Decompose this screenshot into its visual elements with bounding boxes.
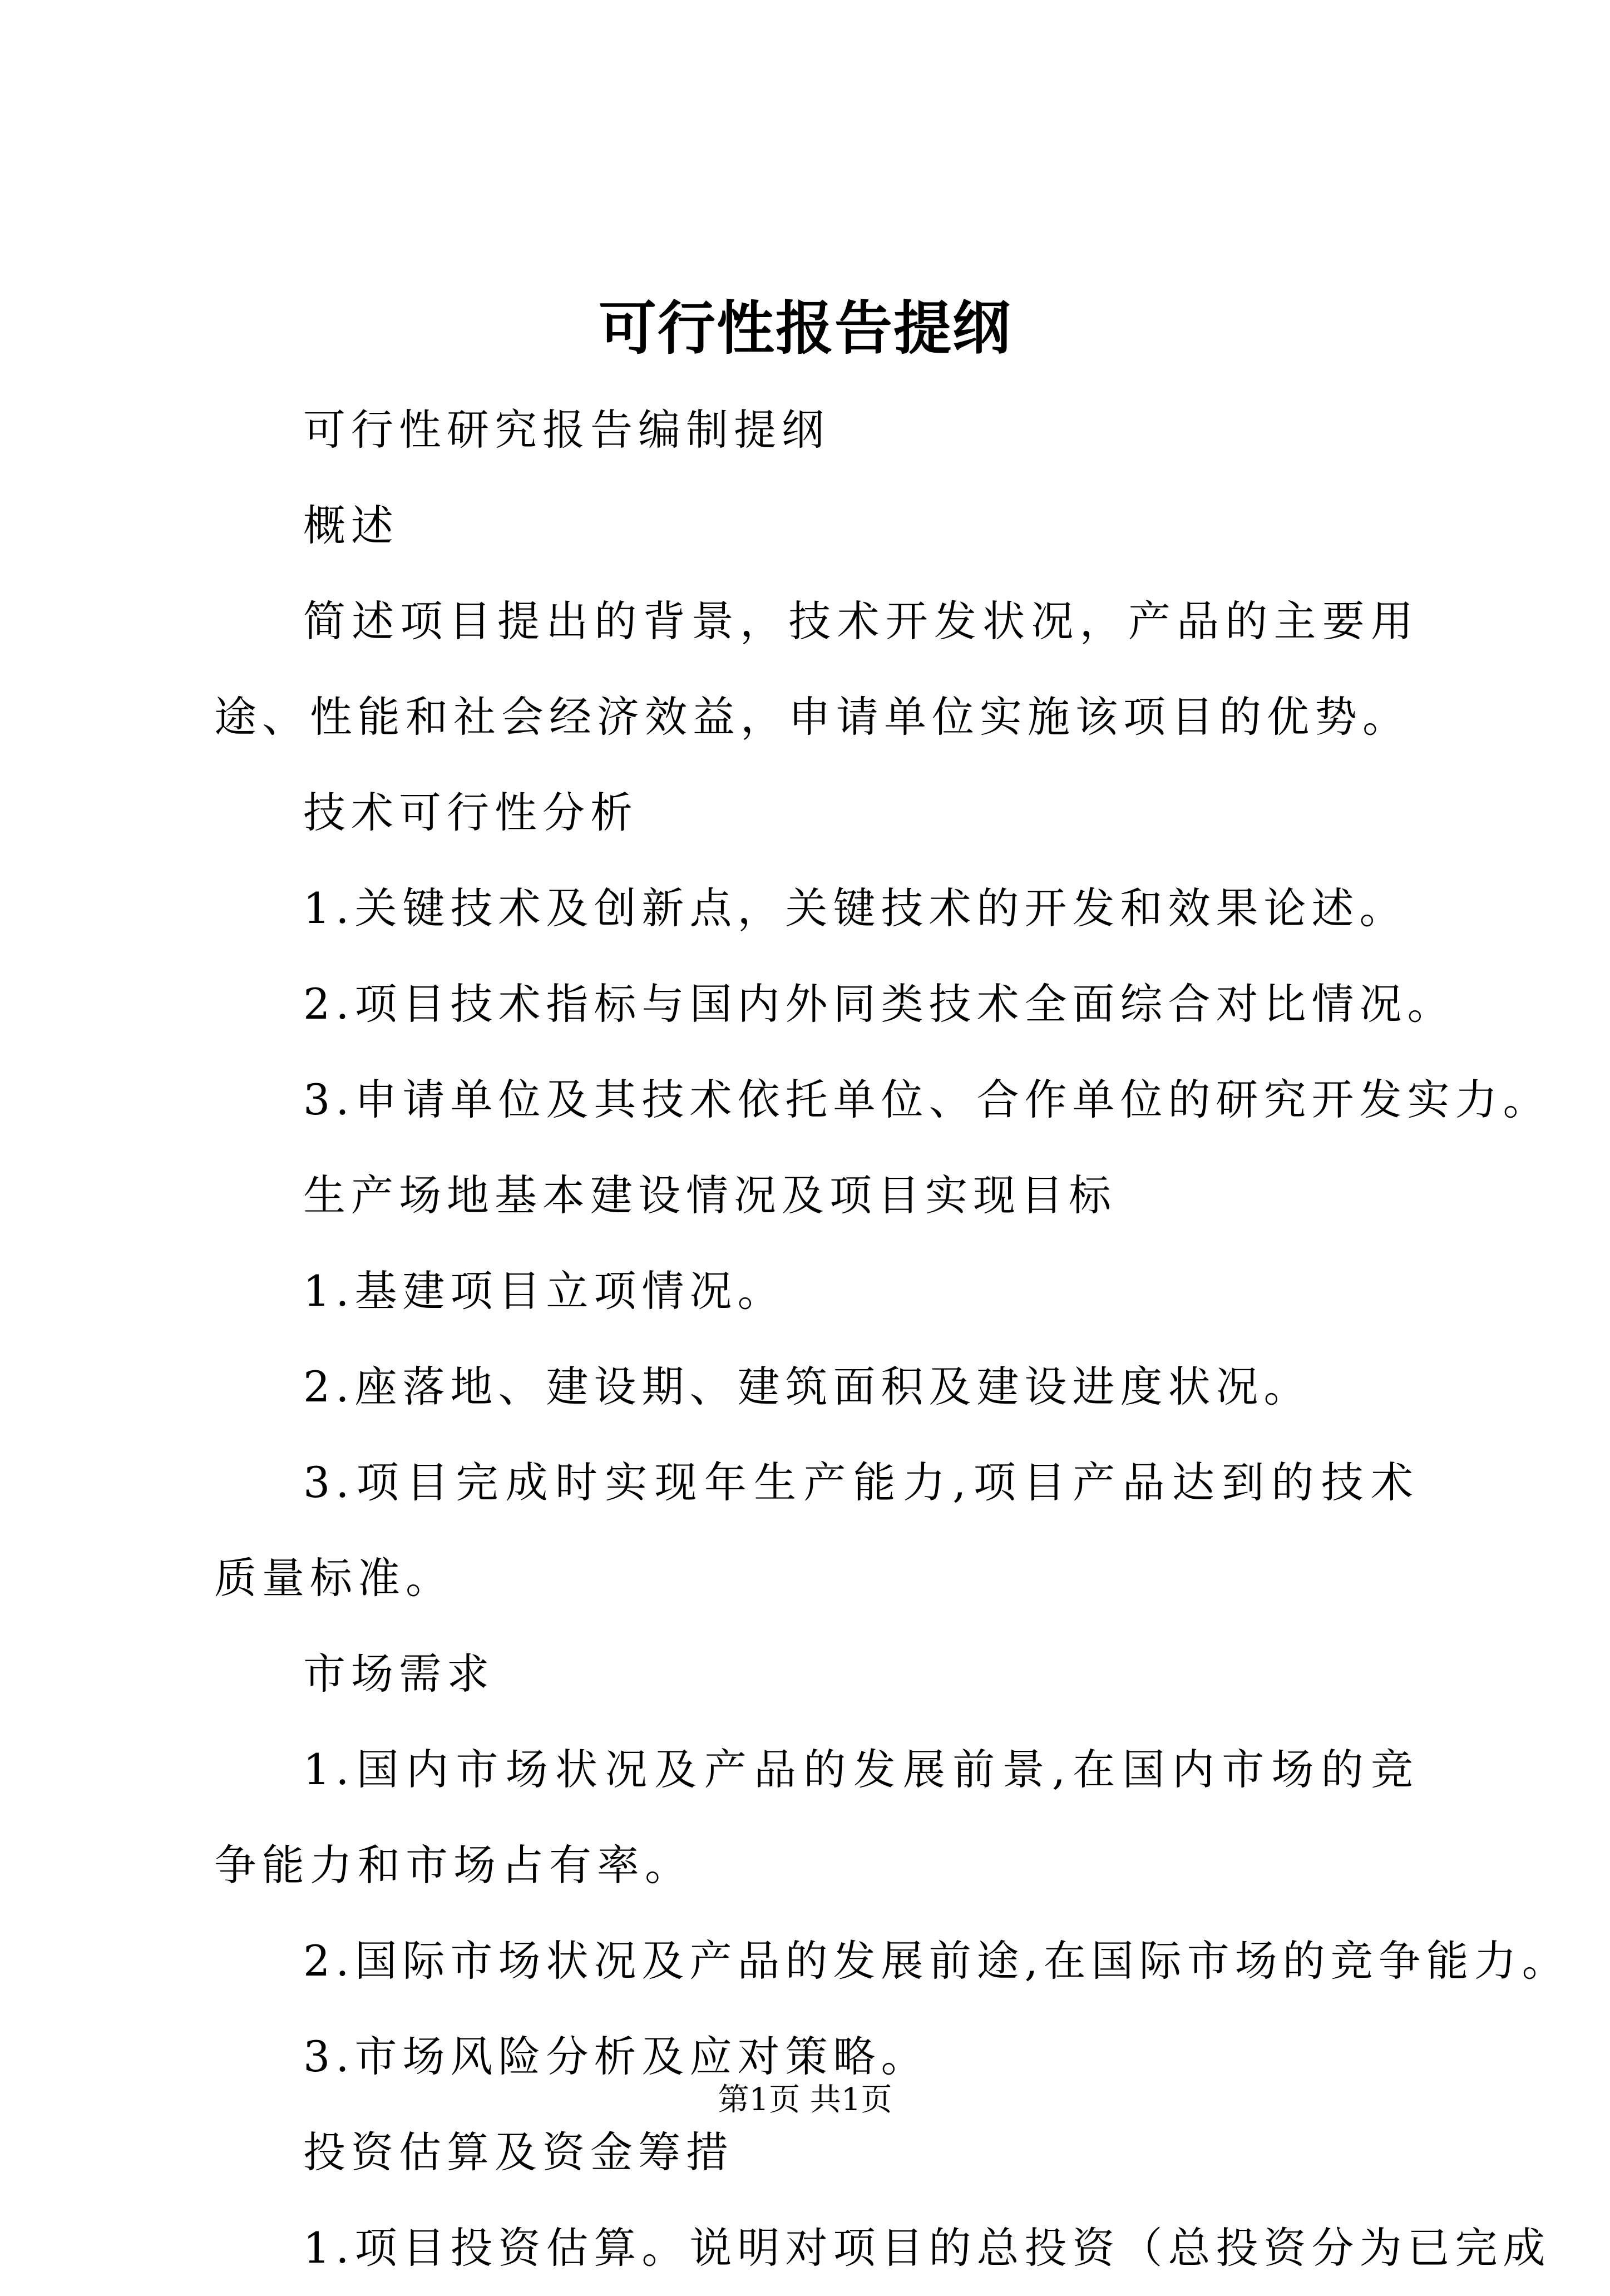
section-heading-technical: 技术可行性分析 bbox=[303, 788, 638, 837]
page-footer: 第1页 共1页 bbox=[718, 2082, 892, 2118]
section-heading-overview: 概述 bbox=[303, 501, 399, 550]
paragraph-subtitle: 可行性研究报告编制提纲 bbox=[303, 405, 829, 455]
list-item: 3.项目完成时实现年生产能力,项目产品达到的技术质量标准。 bbox=[214, 1458, 1419, 1603]
list-item: 2.座落地、建设期、建筑面积及建设进度状况。 bbox=[303, 1362, 1312, 1411]
list-item: 1.项目投资估算。说明对项目的总投资（总投资分为已完成 bbox=[303, 2223, 1551, 2273]
list-item: 1.国内市场状况及产品的发展前景,在国内市场的竞争能力和市场占有率。 bbox=[214, 1745, 1419, 1890]
document-body bbox=[214, 382, 1570, 2296]
list-item: 3.市场风险分析及应对策略。 bbox=[303, 2032, 929, 2081]
list-item: 2.项目技术指标与国内外同类技术全面综合对比情况。 bbox=[303, 979, 1455, 1029]
list-item: 1.基建项目立项情况。 bbox=[303, 1266, 786, 1316]
list-item: 2.国际市场状况及产品的发展前途,在国际市场的竞争能力。 bbox=[303, 1936, 1570, 1986]
list-item: 1.关键技术及创新点，关键技术的开发和效果论述。 bbox=[303, 883, 1407, 933]
section-heading-market: 市场需求 bbox=[303, 1649, 495, 1698]
paragraph-overview: 简述项目提出的背景，技术开发状况，产品的主要用途、性能和社会经济效益，申请单位实施该项目的优势。 bbox=[214, 596, 1419, 742]
document-title: 可行性报告提纲 bbox=[598, 294, 1011, 362]
list-item: 3.申请单位及其技术依托单位、合作单位的研究开发实力。 bbox=[303, 1075, 1551, 1124]
section-heading-investment: 投资估算及资金筹措 bbox=[303, 2127, 734, 2177]
section-heading-site: 生产场地基本建设情况及项目实现目标 bbox=[303, 1171, 1117, 1220]
